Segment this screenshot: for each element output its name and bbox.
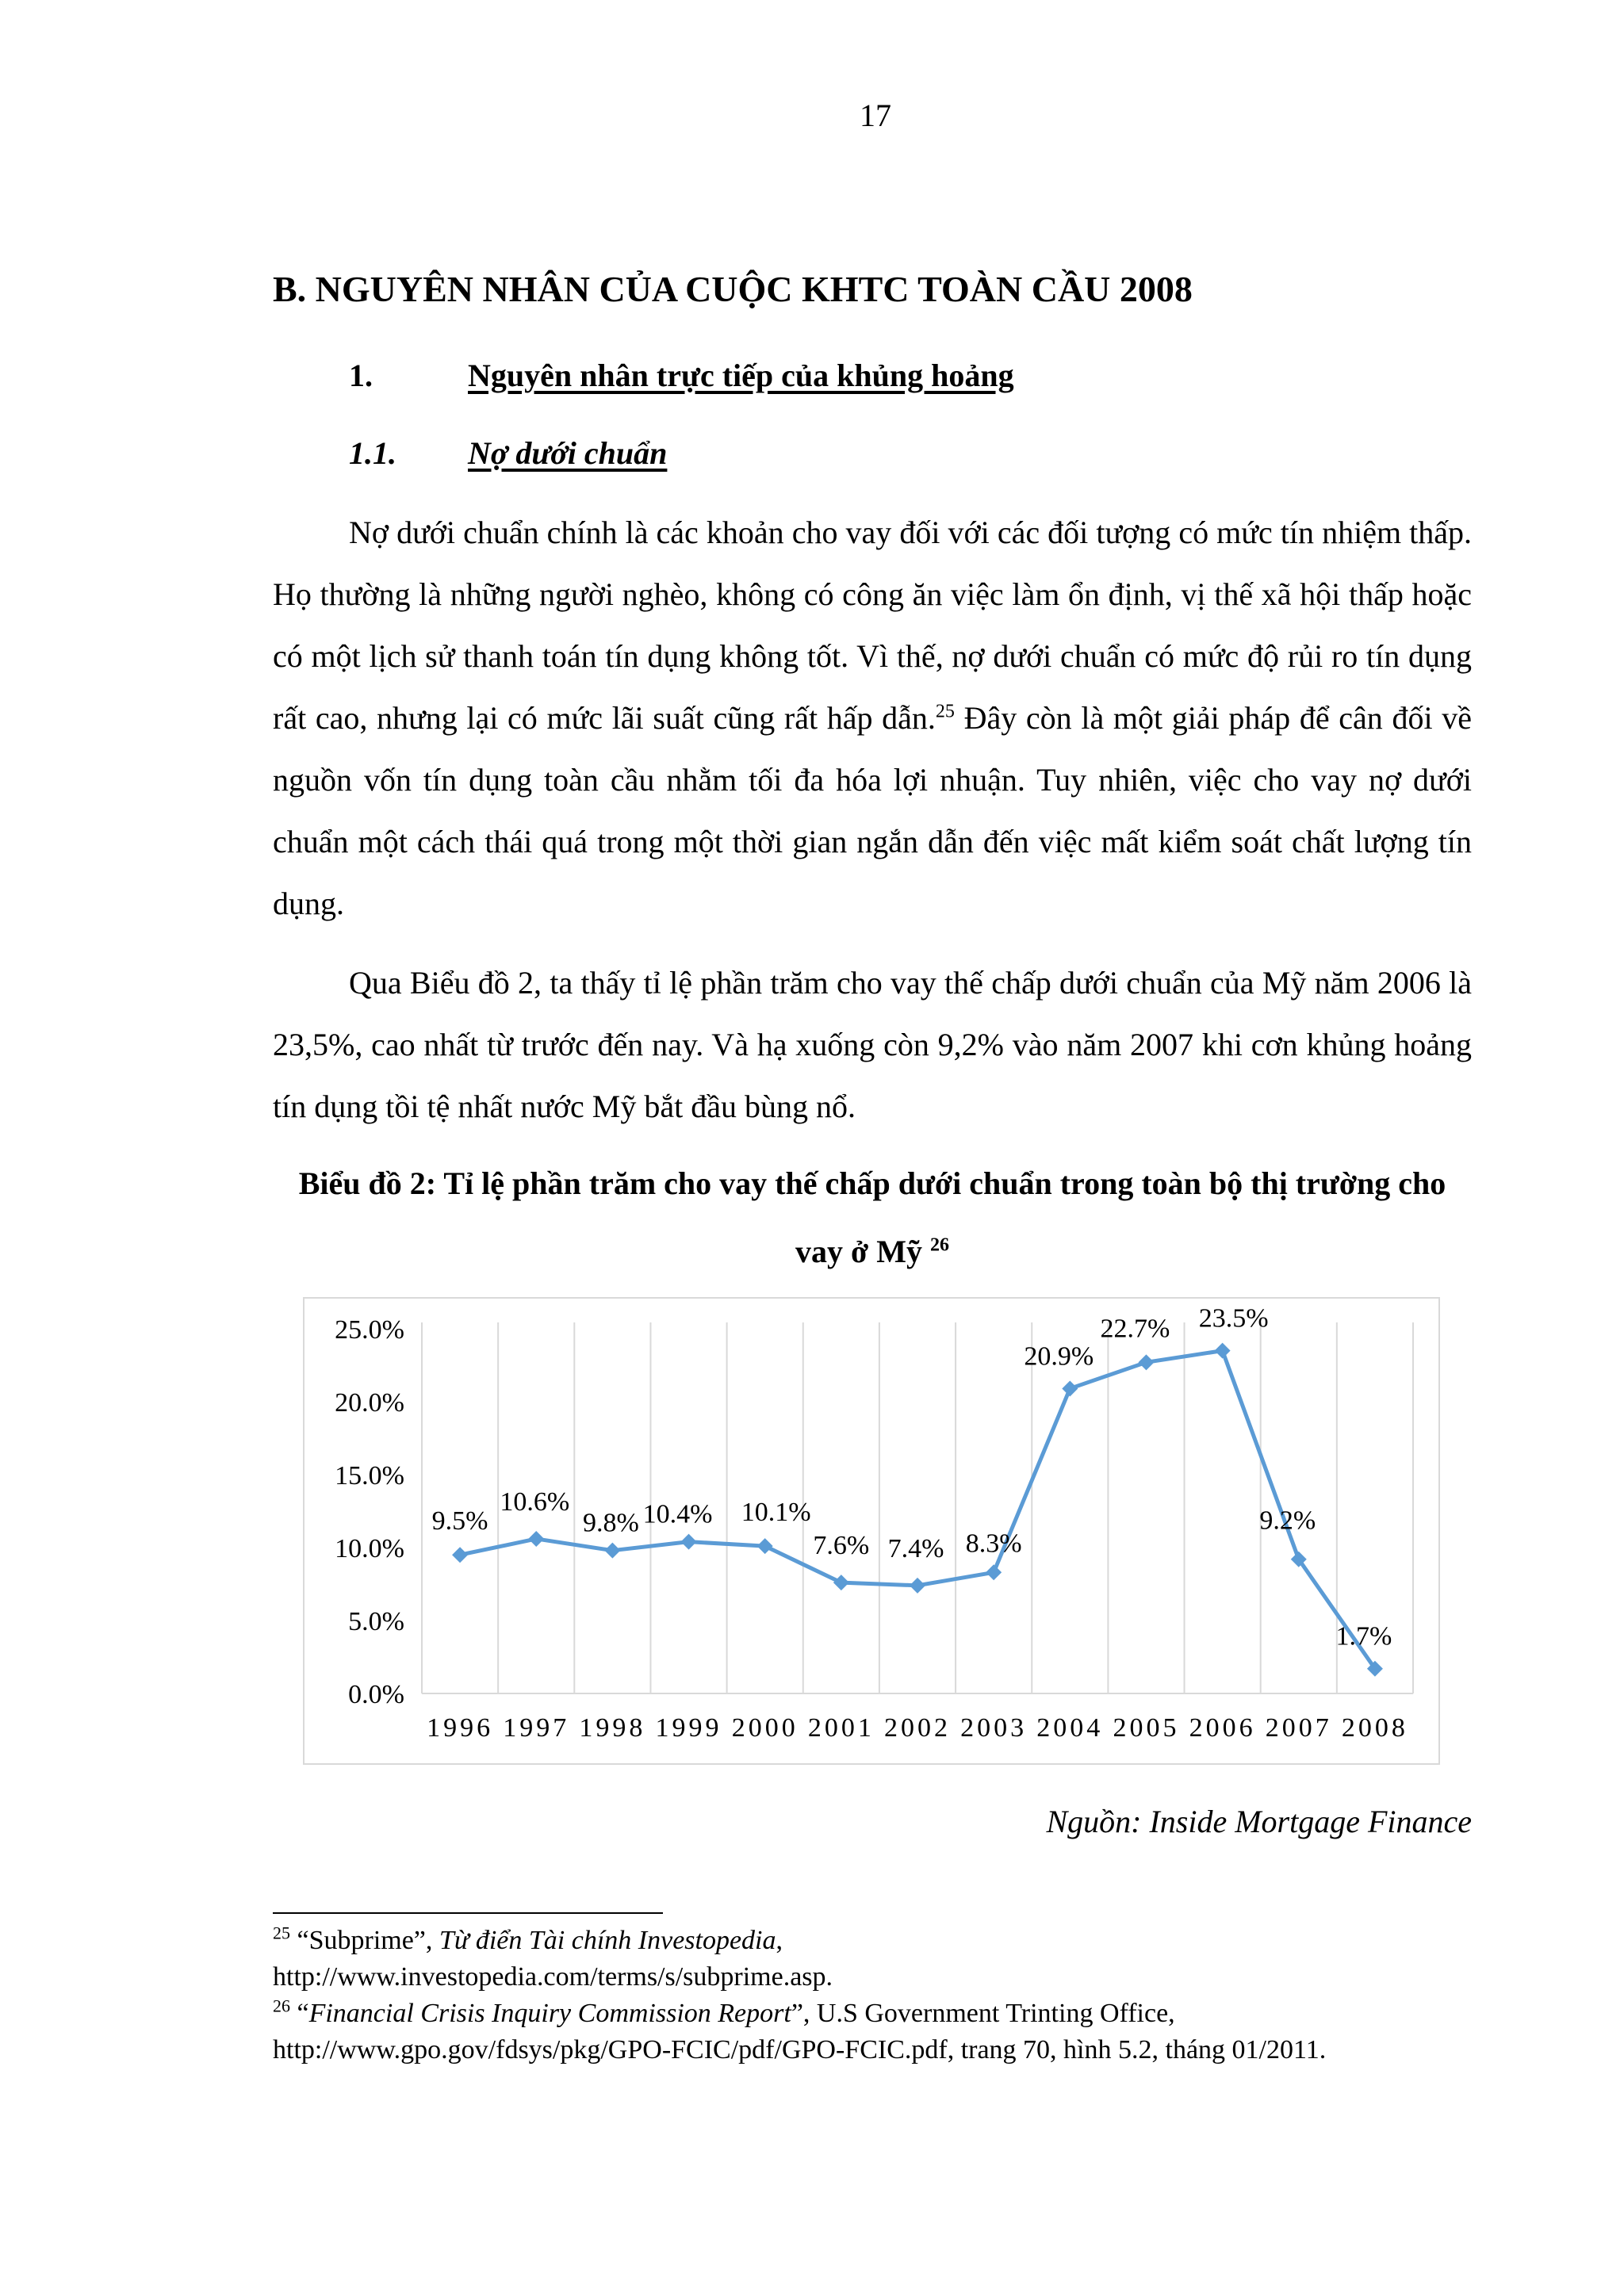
data-label: 1.7% — [1335, 1621, 1392, 1651]
data-label: 7.6% — [813, 1531, 870, 1561]
x-tick-label: 2001 — [807, 1713, 875, 1743]
data-label: 20.9% — [1024, 1341, 1094, 1372]
paragraph-subprime-definition — [273, 502, 1472, 935]
footnote-25-post: , — [776, 1926, 783, 1955]
y-tick-label: 0.0% — [348, 1680, 404, 1709]
chart-caption — [273, 1150, 1472, 1286]
paragraph-1-text: Nợ dưới chuẩn chính là các khoản cho vay đối với các đối tượng có mức tín nhiệm thấp. Họ thường là những người nghèo, không có công ăn việc làm ổn định, vị thế xã hội thấp hoặc có một lịch sử thanh toán tín dụng không tốt. Vì thế, nợ dưới chuẩn có mức độ rủi ro tín dụng rất cao, nhưng lại có mức lãi suất cũng rất hấp dẫn. — [273, 515, 1472, 736]
footnote-25-url: http://www.investopedia.com/terms/s/subprime.asp. — [273, 1962, 833, 1992]
x-tick-label: 2006 — [1189, 1713, 1256, 1743]
heading-1 — [349, 357, 1014, 394]
footnote-26-post: ”, U.S Government Trinting Office, — [791, 1999, 1175, 2028]
chart-svg — [303, 1297, 1440, 1765]
data-label: 10.6% — [500, 1487, 570, 1517]
chart-source: Nguồn: Inside Mortgage Finance — [1046, 1804, 1472, 1839]
data-label: 9.2% — [1259, 1506, 1316, 1536]
footnote-25-pre: “Subprime”, — [297, 1926, 439, 1955]
heading-1-text: Nguyên nhân trực tiếp của khủng hoảng — [468, 358, 1014, 393]
footnote-25-italic: Từ điển Tài chính Investopedia — [439, 1926, 776, 1955]
y-tick-label: 25.0% — [335, 1315, 404, 1345]
footnote-ref-25: 25 — [935, 701, 955, 722]
heading-1-1 — [349, 434, 667, 472]
x-tick-label: 1998 — [579, 1713, 646, 1743]
heading-1-number: 1. — [349, 358, 373, 393]
x-tick-label: 2000 — [731, 1713, 799, 1743]
section-title: B. NGUYÊN NHÂN CỦA CUỘC KHTC TOÀN CẦU 2008 — [273, 269, 1193, 309]
x-tick-label: 1997 — [503, 1713, 570, 1743]
x-tick-label: 2005 — [1113, 1713, 1180, 1743]
x-tick-label: 2004 — [1036, 1713, 1104, 1743]
footnote-26-number: 26 — [273, 1996, 290, 2016]
subprime-line-chart — [303, 1297, 1440, 1765]
footnotes — [273, 1923, 1494, 2068]
data-label: 9.8% — [582, 1508, 639, 1538]
paragraph-chart-description: Qua Biểu đồ 2, ta thấy tỉ lệ phần trăm cho vay thế chấp dưới chuẩn của Mỹ năm 2006 là 23,5%, cao nhất từ trước đến nay. Và hạ xuống còn 9,2% vào năm 2007 khi cơn khủng hoảng tín dụng tồi tệ nhất nước Mỹ bắt đầu bùng nổ. — [273, 965, 1472, 1124]
footnote-divider — [273, 1912, 663, 1914]
footnote-26-italic: Financial Crisis Inquiry Commission Report — [308, 1999, 791, 2028]
x-tick-label: 1999 — [655, 1713, 722, 1743]
heading-1-1-text: Nợ dưới chuẩn — [468, 435, 668, 471]
data-label: 10.4% — [642, 1499, 713, 1529]
page-number: 17 — [860, 98, 891, 133]
data-label: 7.4% — [887, 1533, 944, 1563]
y-tick-label: 20.0% — [335, 1388, 404, 1418]
footnote-25 — [273, 1923, 1494, 1959]
data-label: 10.1% — [741, 1498, 811, 1528]
y-tick-label: 15.0% — [335, 1461, 404, 1490]
x-tick-label: 2003 — [960, 1713, 1028, 1743]
footnote-25-number: 25 — [273, 1923, 290, 1943]
data-label: 8.3% — [965, 1529, 1022, 1559]
x-tick-label: 2008 — [1341, 1713, 1408, 1743]
footnote-26-pre: “ — [297, 1999, 309, 2028]
y-tick-label: 10.0% — [335, 1534, 404, 1563]
x-tick-label: 2007 — [1265, 1713, 1332, 1743]
data-label: 23.5% — [1198, 1303, 1269, 1334]
x-tick-label: 2002 — [884, 1713, 951, 1743]
data-label: 9.5% — [431, 1506, 488, 1536]
footnote-ref-26: 26 — [929, 1234, 949, 1256]
data-label: 22.7% — [1100, 1314, 1170, 1344]
footnote-26-url: http://www.gpo.gov/fdsys/pkg/GPO-FCIC/pdf/GPO-FCIC.pdf, trang 70, hình 5.2, tháng 01/2011. — [273, 2035, 1327, 2064]
chart-caption-text: Biểu đồ 2: Tỉ lệ phần trăm cho vay thế chấp dưới chuẩn trong toàn bộ thị trường cho vay ở Mỹ — [298, 1165, 1446, 1269]
heading-1-1-number: 1.1. — [349, 435, 396, 471]
footnote-26 — [273, 1996, 1494, 2032]
paragraph-1-text-after: Đây còn là một giải pháp để cân đối về nguồn vốn tín dụng toàn cầu nhằm tối đa hóa lợi nhuận. Tuy nhiên, việc cho vay nợ dưới chuẩn một cách thái quá trong một thời gian ngắn dẫn đến việc mất kiểm soát chất lượng tín dụng. — [273, 700, 1472, 921]
x-tick-label: 1996 — [427, 1713, 494, 1743]
y-tick-label: 5.0% — [348, 1607, 404, 1636]
